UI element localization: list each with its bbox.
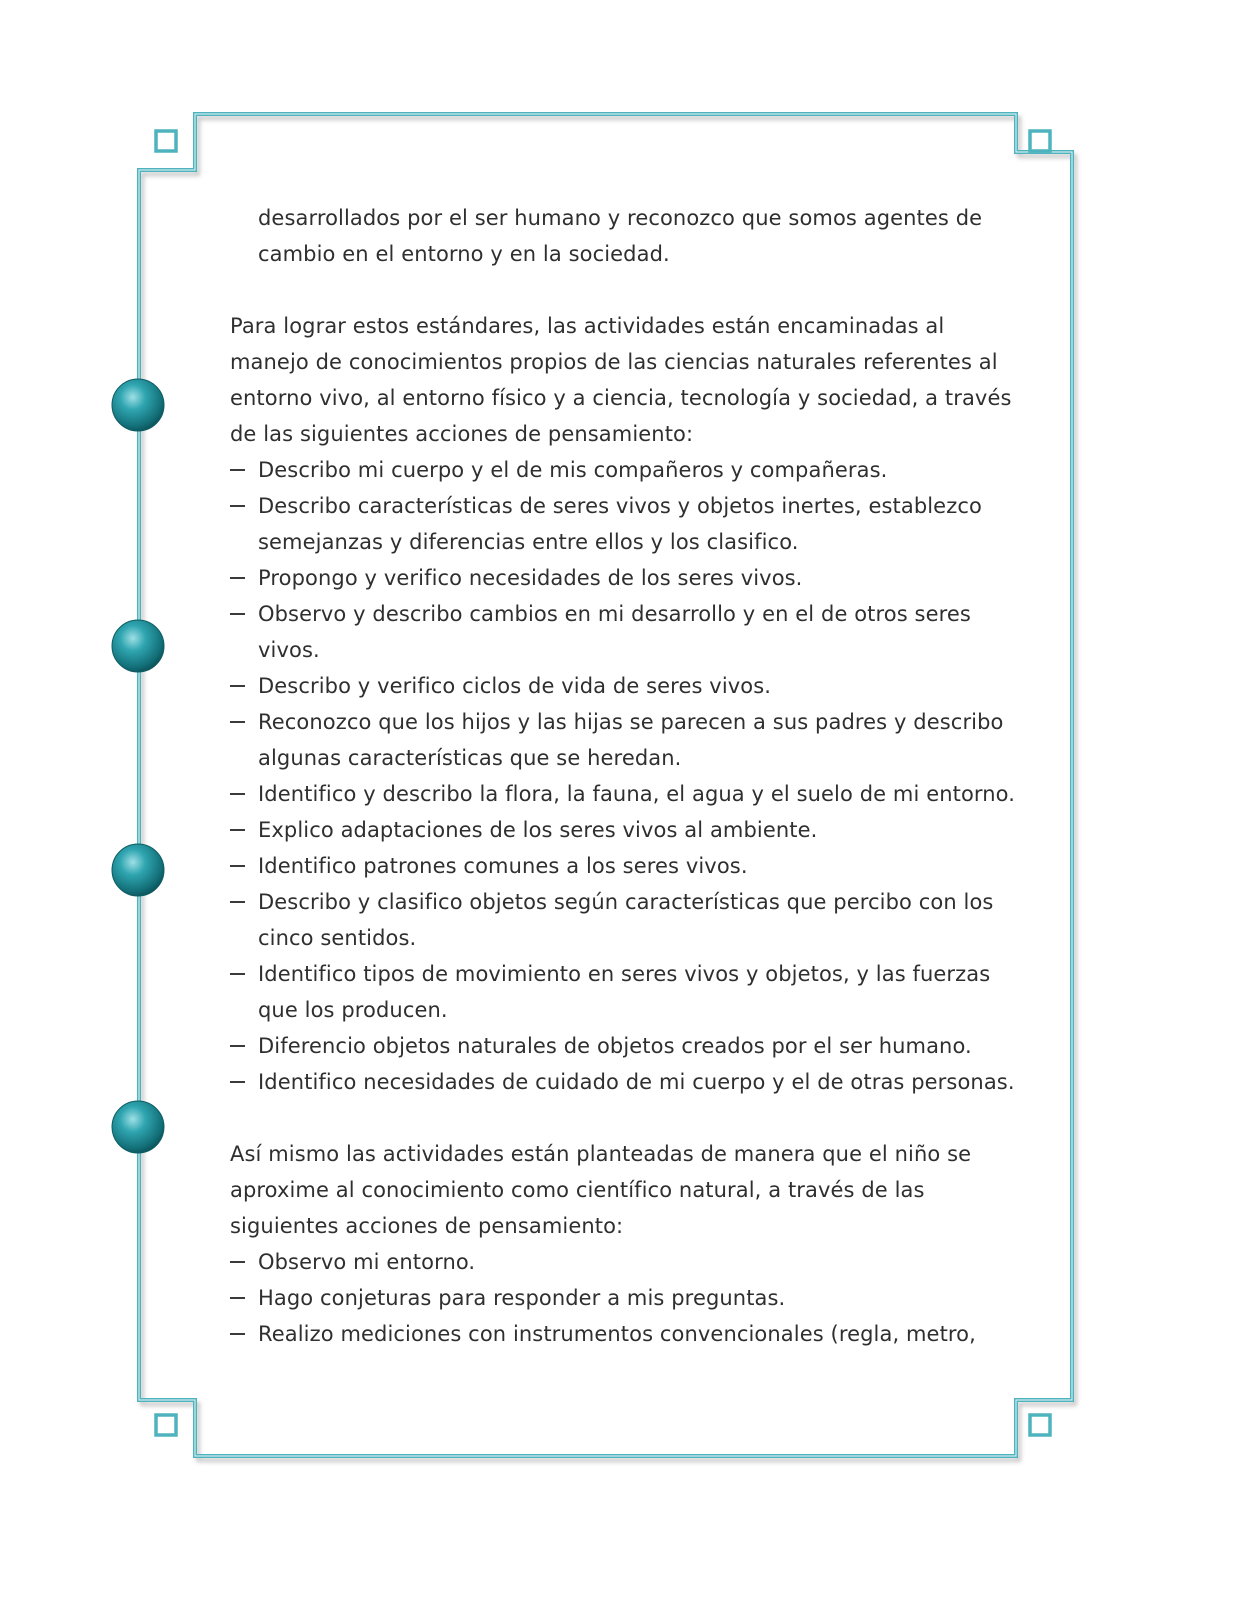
list-item: Observo mi entorno. [230,1244,1020,1280]
section1-list [230,452,1020,1100]
list-item: Identifico patrones comunes a los seres vivos. [230,848,1020,884]
section2-paragraph: Así mismo las actividades están planteadas de manera que el niño se aproxime al conocimiento como científico natural, a través de las siguientes acciones de pensamiento: [230,1142,972,1238]
spacer [230,272,1020,308]
intro-continuation: desarrollados por el ser humano y reconozco que somos agentes de cambio en el entorno y en la sociedad. [258,206,983,266]
spacer [230,1100,1020,1136]
section2-list [230,1244,1020,1352]
list-item: Reconozco que los hijos y las hijas se parecen a sus padres y describo algunas características que se heredan. [230,704,1020,776]
section1-paragraph: Para lograr estos estándares, las actividades están encaminadas al manejo de conocimientos propios de las ciencias naturales referentes al entorno vivo, al entorno físico y a ciencia, tecnología y sociedad, a través de las siguientes acciones de pensamiento: [230,314,1012,446]
list-item: Explico adaptaciones de los seres vivos al ambiente. [230,812,1020,848]
list-item: Describo y verifico ciclos de vida de seres vivos. [230,668,1020,704]
list-item: Observo y describo cambios en mi desarrollo y en el de otros seres vivos. [230,596,1020,668]
list-item: Hago conjeturas para responder a mis preguntas. [230,1280,1020,1316]
list-item: Diferencio objetos naturales de objetos creados por el ser humano. [230,1028,1020,1064]
list-item: Describo y clasifico objetos según características que percibo con los cinco sentidos. [230,884,1020,956]
page-body [230,200,1020,1352]
list-item: Describo características de seres vivos y objetos inertes, establezco semejanzas y diferencias entre ellos y los clasifico. [230,488,1020,560]
list-item: Identifico necesidades de cuidado de mi cuerpo y el de otras personas. [230,1064,1020,1100]
list-item: Identifico y describo la flora, la fauna, el agua y el suelo de mi entorno. [230,776,1020,812]
list-item: Identifico tipos de movimiento en seres vivos y objetos, y las fuerzas que los producen. [230,956,1020,1028]
list-item: Realizo mediciones con instrumentos convencionales (regla, metro, [230,1316,1020,1352]
list-item: Propongo y verifico necesidades de los seres vivos. [230,560,1020,596]
list-item: Describo mi cuerpo y el de mis compañeros y compañeras. [230,452,1020,488]
